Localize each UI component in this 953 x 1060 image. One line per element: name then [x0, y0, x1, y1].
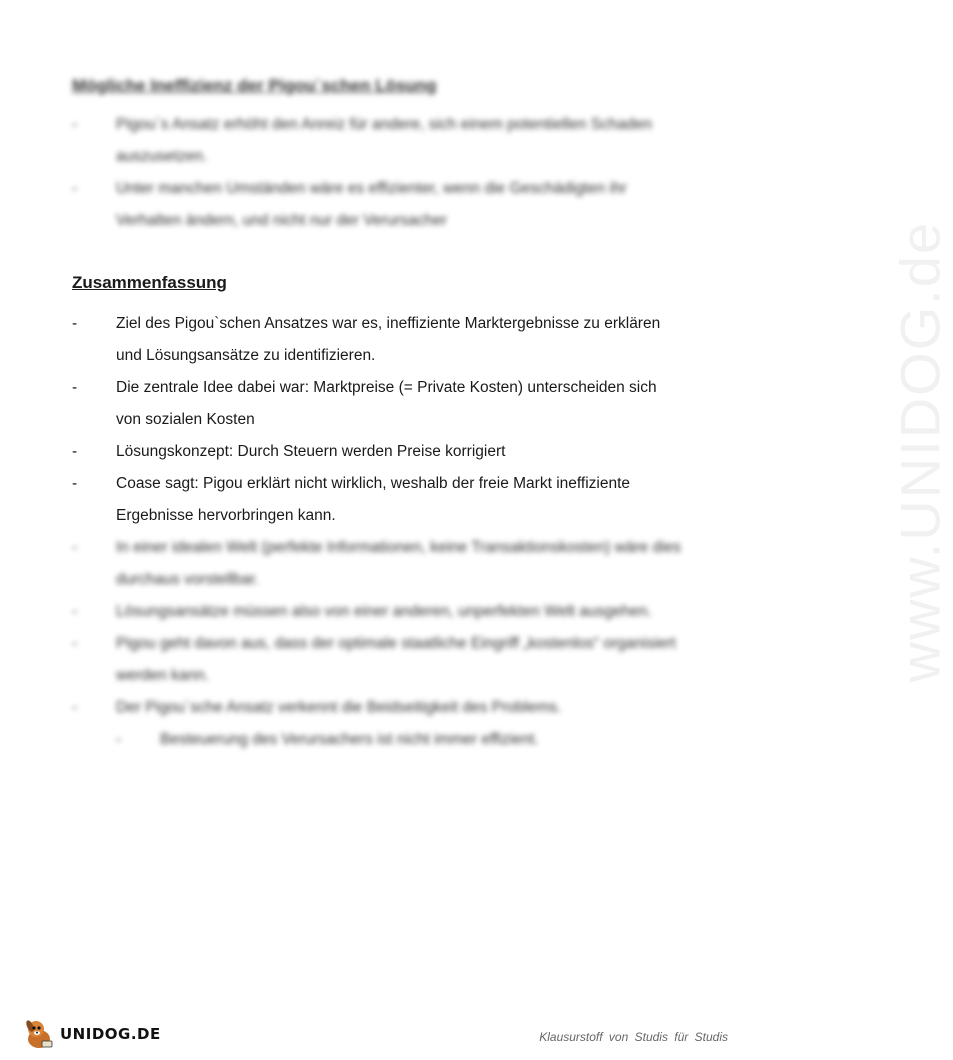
logo-text: UNIDOG.DE: [60, 1025, 161, 1043]
list-item: - Coase sagt: Pigou erklärt nicht wirklich, weshalb der freie Markt ineffiziente Ergebnisse hervorbringen kann.: [72, 475, 631, 524]
section-inefficiency: [72, 75, 682, 237]
bullet-list: [72, 308, 682, 532]
dog-mascot-icon: [22, 1017, 56, 1051]
footer-tagline: Klausurstoff von Studis für Studis: [539, 1030, 728, 1044]
list-item: - Lösungsansätze müssen also von einer anderen, unperfekten Welt ausgehen.: [72, 603, 652, 620]
list-item: - Lösungskonzept: Durch Steuern werden Preise korrigiert: [72, 443, 506, 460]
list-item: - In einer idealen Welt (perfekte Informationen, keine Transaktionskosten) wäre dies durchaus vorstellbar.: [72, 539, 681, 588]
list-item: - Ziel des Pigou`schen Ansatzes war es, ineffiziente Marktergebnisse zu erklären und Lösungsansätze zu identifizieren.: [72, 315, 661, 364]
list-item: - Pigou`s Ansatz erhöht den Anreiz für andere, sich einem potentiellen Schaden auszusetzen.: [72, 116, 652, 165]
section-heading: Mögliche Ineffizienz der Pigou`schen Lösung: [72, 76, 437, 95]
watermark: www.UNIDOG.de: [888, 220, 952, 683]
section-heading: Zusammenfassung: [72, 273, 227, 292]
list-item: - Unter manchen Umständen wäre es effizienter, wenn die Geschädigten ihr Verhalten ändern, und nicht nur der Verursacher: [72, 180, 627, 229]
unidog-logo: [22, 1014, 161, 1054]
blurred-bullet-list: [72, 532, 682, 756]
sub-list-item: - Besteuerung des Verursachers ist nicht immer effizient.: [116, 731, 539, 748]
section-summary: [72, 272, 682, 756]
list-item: - Die zentrale Idee dabei war: Marktpreise (= Private Kosten) unterscheiden sich von sozialen Kosten: [72, 379, 657, 428]
list-item: - Pigou geht davon aus, dass der optimale staatliche Eingriff „kostenlos“ organisiert werden kann.: [72, 635, 676, 684]
list-item: - Der Pigou`sche Ansatz verkennt die Beidseitigkeit des Problems.: [72, 699, 562, 716]
bullet-list: [72, 109, 682, 237]
